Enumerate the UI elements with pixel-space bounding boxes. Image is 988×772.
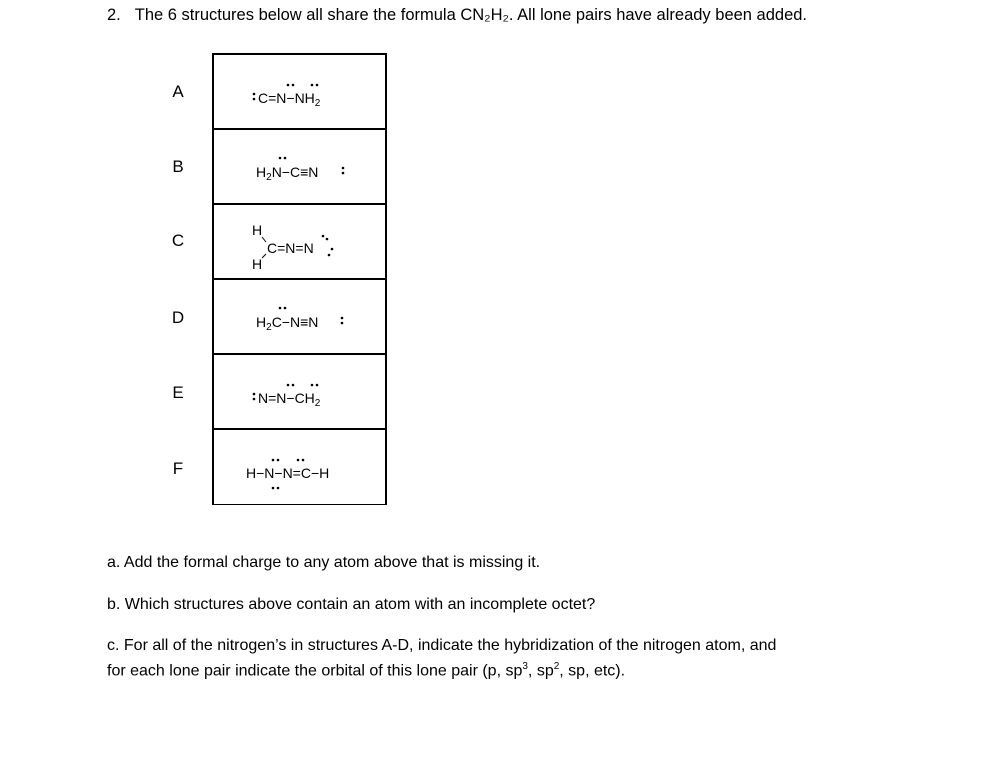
svg-text:H: H [252,256,263,272]
svg-text:H: H [252,222,263,238]
row-label-d: D [171,308,185,327]
structure-cell-b [214,130,385,205]
row-label-c: C [171,231,185,250]
structure-d [214,280,385,355]
structure-c [214,205,385,280]
svg-text:H2C−N≡N: $H_2C-N\equiv N$ [256,314,319,333]
structure-cell-c [214,205,385,280]
row-label-b: B [172,157,184,176]
part-c-line2: for each lone pair indicate the orbital of this lone pair (p, $sp^3$, $sp^2$, sp, etc). [107,661,626,680]
part-c-line1: c. For all of the nitrogen’s in structures A-D, indicate the hybridization of the nitrogen atom, and [107,637,777,654]
svg-text:C=N=N: C=N=N [267,240,314,256]
structure-e [214,355,385,430]
structure-cell-d [214,280,385,355]
question-intro: The 6 structures below all share the formula CN₂H₂. All lone pairs have already been added. [134,6,808,24]
svg-text:H−N−N=C−H: H−N−N=C−H [246,465,330,481]
part-a: a. Add the formal charge to any atom above that is missing it. [107,554,541,571]
question-title [107,6,807,25]
structure-f [214,430,385,505]
row-label-a: A [172,82,184,101]
structures-table [212,53,387,505]
question-number: 2. [107,6,121,24]
svg-text:C=N−NH2: $C=N-NH_2$ [258,90,321,109]
structure-cell-f [214,430,385,505]
part-c [107,635,907,681]
svg-text:H2N−C≡N: $H_2N-C\equiv N$ [256,164,319,183]
structure-a [214,55,385,130]
svg-text:N=N−CH2: $N=N-CH_2$ [258,390,321,409]
row-label-f: F [172,459,184,478]
part-b: b. Which structures above contain an atom with an incomplete octet? [107,596,596,613]
structure-b [214,130,385,205]
structure-cell-e [214,355,385,430]
structure-cell-a [214,55,385,130]
row-label-e: E [172,383,184,402]
